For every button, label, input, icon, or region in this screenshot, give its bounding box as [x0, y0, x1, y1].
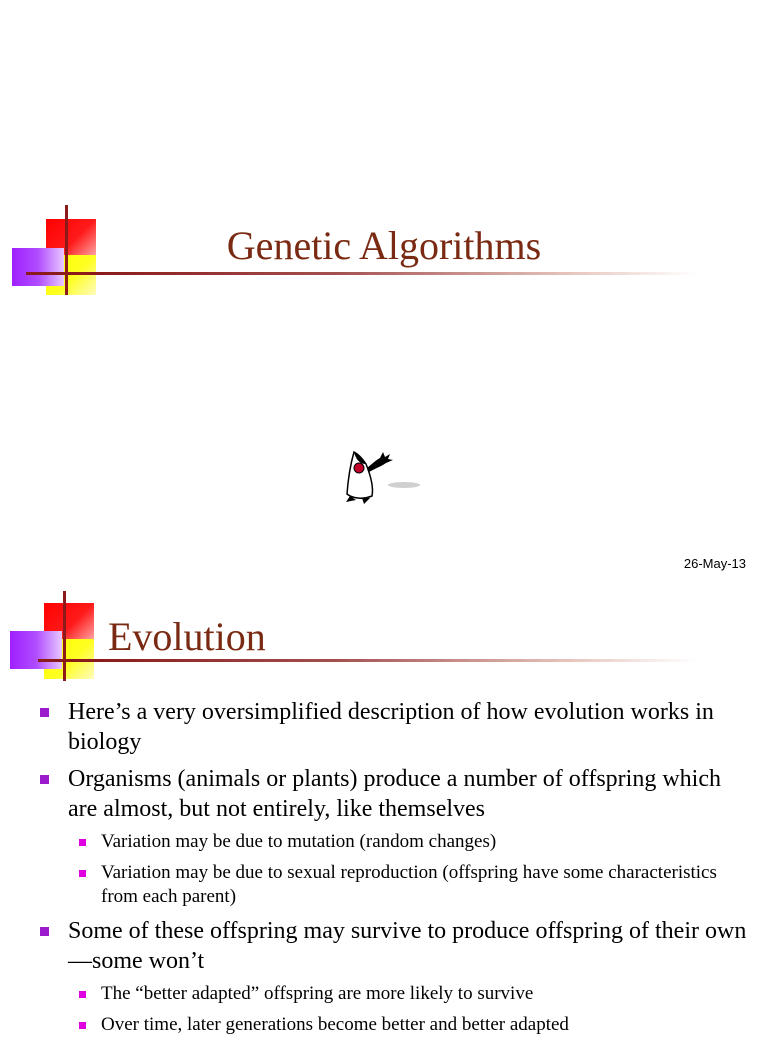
slide-logo-squares [10, 591, 102, 683]
sub-bullet-list [68, 830, 756, 909]
slide-title: Evolution [108, 614, 266, 659]
bullet-item: Some of these offspring may survive to produce offspring of their own—some won’t The “better adapted” offspring are more likely to survive Over time, later generations become better and better adapted [36, 916, 756, 1037]
bullet-list [36, 697, 756, 1044]
slide-date: 26-May-13 [683, 556, 746, 571]
slide-evolution [0, 585, 768, 1035]
bullet-item: Here’s a very oversimplified description of how evolution works in biology [36, 697, 756, 757]
title-rule [96, 272, 696, 275]
bullet-item: Organisms (animals or plants) produce a number of offspring which are almost, but not entirely, like themselves Variation may be due to mutation (random changes) Variation may be due to sexual reproduction (offspring have some characteristics from each parent) [36, 764, 756, 909]
duke-mascot-icon [340, 446, 424, 506]
sub-bullet-list [68, 982, 756, 1037]
slide-title: Genetic Algorithms [226, 223, 542, 268]
sub-bullet-item: Variation may be due to mutation (random changes) [68, 830, 756, 854]
sub-bullet-item: Variation may be due to sexual reproduction (offspring have some characteristics from each parent) [68, 861, 756, 909]
sub-bullet-item: The “better adapted” offspring are more likely to survive [68, 982, 756, 1006]
sub-bullet-item: Over time, later generations become better and better adapted [68, 1013, 756, 1037]
